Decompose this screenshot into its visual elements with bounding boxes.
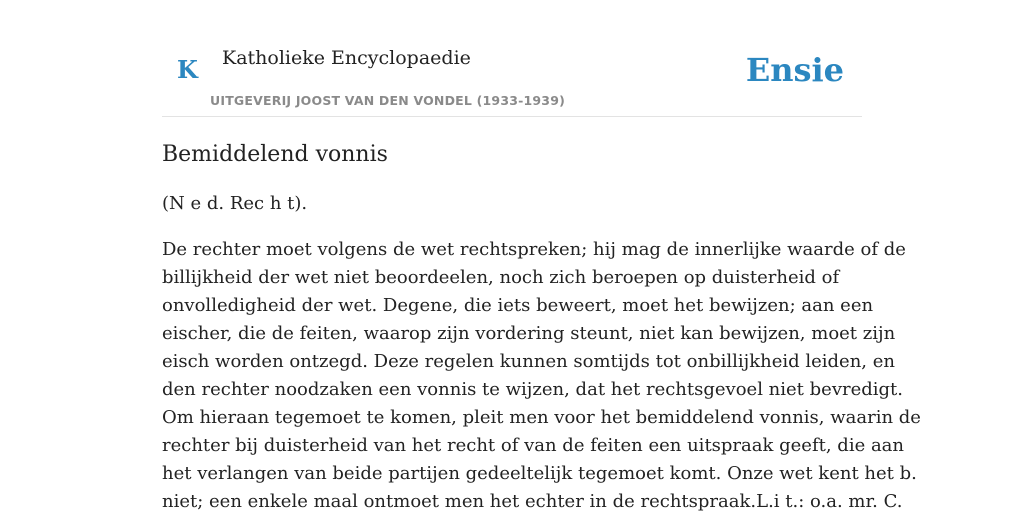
article-title: Bemiddelend vonnis (162, 142, 388, 167)
encyclopedia-logo[interactable]: K (177, 55, 198, 84)
encyclopedia-title[interactable]: Katholieke Encyclopaedie (222, 47, 471, 69)
ensie-brand-link[interactable]: Ensie (745, 51, 844, 89)
article-body-line: den rechter noodzaken een vonnis te wijzen, dat het rechtsgevoel niet bevredigt. (162, 379, 903, 400)
article-body-line: eischer, die de feiten, waarop zijn vordering steunt, niet kan bewijzen, moet zijn (162, 323, 896, 344)
article-body-line: niet; een enkele maal ontmoet men het echter in de rechtspraak.L.i t.: o.a. mr. C. (162, 491, 903, 512)
article-content (162, 140, 921, 512)
article-body-line: eisch worden ontzegd. Deze regelen kunnen somtijds tot onbillijkheid leiden, en (162, 351, 895, 372)
article-body-line: het verlangen van beide partijen gedeeltelijk tegemoet komt. Onze wet kent het b. (162, 463, 917, 484)
article-category: (N e d. Rec h t). (162, 193, 308, 214)
article-body-line: De rechter moet volgens de wet rechtspreken; hij mag de innerlijke waarde of de (162, 239, 906, 260)
article-body (162, 236, 921, 512)
article-body-line: rechter bij duisterheid van het recht of van de feiten een uitspraak geeft, die aan (162, 435, 905, 456)
publisher-subtitle: UITGEVERIJ JOOST VAN DEN VONDEL (1933-1939) (210, 93, 566, 108)
article-body-line: Om hieraan tegemoet te komen, pleit men voor het bemiddelend vonnis, waarin de (162, 407, 921, 428)
article-body-line: onvolledigheid der wet. Degene, die iets beweert, moet het bewijzen; aan een (162, 295, 874, 316)
article-body-line: billijkheid der wet niet beoordeelen, noch zich beroepen op duisterheid of (162, 267, 840, 288)
site-header (162, 0, 862, 117)
